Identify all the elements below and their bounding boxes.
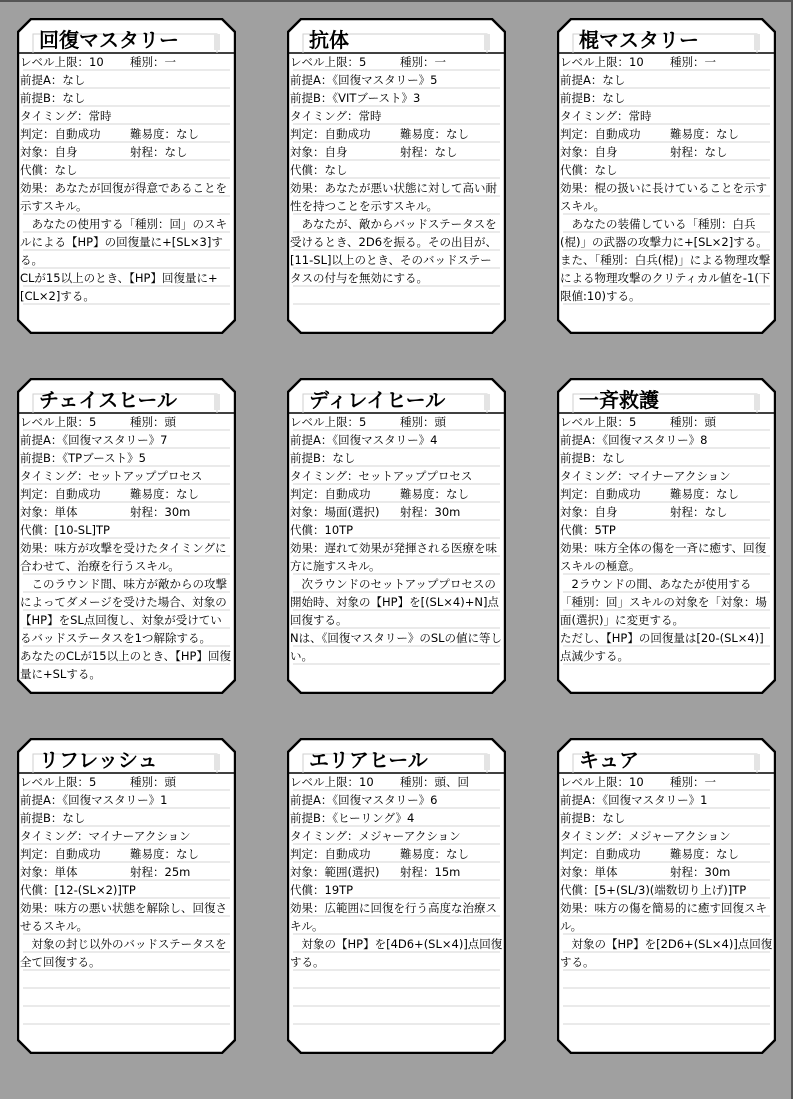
skill-kind: 種別：頭 <box>130 775 176 789</box>
target: 対象：場面(選択) <box>290 505 380 519</box>
skill-effect-text: 対象の【HP】を[2D6+(SL×4)]点回復する。 <box>560 937 773 969</box>
timing: タイミング：常時 <box>20 109 112 123</box>
skill-effect-text: 効果：遅れて効果が発揮される医療を味方に施すスキル。 <box>290 541 497 573</box>
timing: タイミング：メジャーアクション <box>290 829 461 843</box>
cost: 代償：[12-(SL×2)]TP <box>20 883 136 897</box>
prerequisite-a: 前提A：《回復マスタリー》1 <box>20 793 168 807</box>
skill-card <box>557 378 776 694</box>
skill-effect-text: 対象の封じ以外のバッドステータスを全て回復する。 <box>20 937 227 969</box>
difficulty: 難易度：なし <box>670 127 739 141</box>
cost: 代償：なし <box>560 163 618 177</box>
cost: 代償：なし <box>20 163 78 177</box>
skill-title: リフレッシュ <box>39 748 158 772</box>
difficulty: 難易度：なし <box>670 487 739 501</box>
prerequisite-a: 前提A：《回復マスタリー》4 <box>290 433 438 447</box>
skill-title: キュア <box>579 748 639 772</box>
prerequisite-b: 前提B：《VITブースト》3 <box>290 91 421 105</box>
level-limit: レベル上限：10 <box>290 775 374 789</box>
page-top-edge <box>0 0 793 2</box>
judgement: 判定：自動成功 <box>560 487 641 501</box>
prerequisite-b: 前提B：なし <box>560 91 626 105</box>
skill-effect-text: 対象の【HP】を[4D6+(SL×4)]点回復する。 <box>290 937 503 969</box>
prerequisite-b: 前提B：なし <box>20 811 86 825</box>
cost: 代償：なし <box>290 163 348 177</box>
skill-title: 回復マスタリー <box>39 28 179 52</box>
timing: タイミング：マイナーアクション <box>20 829 191 843</box>
level-limit: レベル上限：5 <box>560 415 637 429</box>
level-limit: レベル上限：10 <box>20 55 104 69</box>
range: 射程：30m <box>130 505 191 519</box>
skill-effect-text: 効果：あなたが悪い状態に対して高い耐性を持つことを示すスキル。 <box>290 181 497 213</box>
timing: タイミング：セットアッププロセス <box>20 469 203 483</box>
skill-kind: 種別：一 <box>400 55 446 69</box>
skill-title: チェイスヒール <box>39 388 177 412</box>
skill-description <box>290 179 503 287</box>
prerequisite-b: 前提B：《ヒーリング》4 <box>290 811 415 825</box>
skill-kind: 種別：頭 <box>670 415 716 429</box>
cost: 代償：[10-SL]TP <box>20 523 110 537</box>
prerequisite-a: 前提A：《回復マスタリー》7 <box>20 433 168 447</box>
skill-kind: 種別：頭 <box>130 415 176 429</box>
difficulty: 難易度：なし <box>400 847 469 861</box>
judgement: 判定：自動成功 <box>20 847 101 861</box>
difficulty: 難易度：なし <box>400 127 469 141</box>
skill-effect-text: あなたの使用する「種別：回」のスキルによる【HP】の回復量に+[SL×3]する。 <box>20 217 227 267</box>
skill-card <box>17 738 236 1054</box>
skill-description <box>20 899 233 971</box>
skill-kind: 種別：頭 <box>400 415 446 429</box>
timing: タイミング：常時 <box>290 109 382 123</box>
prerequisite-b: 前提B：なし <box>290 451 356 465</box>
level-limit: レベル上限：5 <box>290 415 367 429</box>
level-limit: レベル上限：5 <box>20 415 97 429</box>
skill-effect-text: 次ラウンドのセットアッププロセスの開始時、対象の【HP】を[(SL×4)+N]点回復する。 <box>290 577 499 627</box>
prerequisite-b: 前提B：なし <box>560 811 626 825</box>
skill-kind: 種別：一 <box>670 55 716 69</box>
skill-description <box>560 179 773 305</box>
skill-effect-text: 効果：棍の扱いに長けていることを示すスキル。 <box>560 181 767 213</box>
skill-card <box>287 738 506 1054</box>
skill-effect-text: あなたの装備している「種別：白兵(棍)」の武器の攻撃力に+[SL×2]する。また、「種別：白兵(棍)」による物理攻撃による物理攻撃のクリティカル値を-1(下限値:10)する。 <box>560 217 771 303</box>
range: 射程：なし <box>130 145 188 159</box>
difficulty: 難易度：なし <box>670 847 739 861</box>
skill-effect-text: 効果：広範囲に回復を行う高度な治療スキル。 <box>290 901 497 933</box>
level-limit: レベル上限：5 <box>290 55 367 69</box>
level-limit: レベル上限：5 <box>20 775 97 789</box>
target: 対象：範囲(選択) <box>290 865 380 879</box>
skill-description <box>290 899 503 971</box>
difficulty: 難易度：なし <box>400 487 469 501</box>
judgement: 判定：自動成功 <box>20 127 101 141</box>
range: 射程：なし <box>670 505 728 519</box>
range: 射程：30m <box>400 505 461 519</box>
skill-effect-text: 2ラウンドの間、あなたが使用する「種別：回」スキルの対象を「対象：場面(選択)」に変更する。 <box>560 577 767 627</box>
skill-description <box>560 539 773 665</box>
timing: タイミング：メジャーアクション <box>560 829 731 843</box>
cost: 代償：5TP <box>560 523 616 537</box>
prerequisite-b: 前提B：なし <box>20 91 86 105</box>
skill-card <box>17 378 236 694</box>
target: 対象：自身 <box>290 145 348 159</box>
prerequisite-a: 前提A：なし <box>20 73 86 87</box>
level-limit: レベル上限：10 <box>560 55 644 69</box>
target: 対象：自身 <box>20 145 78 159</box>
skill-effect-text: 効果：味方の傷を簡易的に癒す回復スキル。 <box>560 901 767 933</box>
range: 射程：25m <box>130 865 191 879</box>
difficulty: 難易度：なし <box>130 487 199 501</box>
target: 対象：自身 <box>560 505 618 519</box>
prerequisite-a: 前提A：《回復マスタリー》8 <box>560 433 708 447</box>
skill-description <box>560 899 773 971</box>
cost: 代償：[5+(SL/3)(端数切り上げ)]TP <box>560 883 747 897</box>
skill-description <box>20 179 233 305</box>
skill-title: エリアヒール <box>309 748 428 772</box>
skill-effect-text: 効果：味方の悪い状態を解除し、回復させるスキル。 <box>20 901 227 933</box>
skill-effect-text: CLが15以上のとき、【HP】回復量に+[CL×2]する。 <box>20 271 218 303</box>
prerequisite-b: 前提B：《TPブースト》5 <box>20 451 146 465</box>
difficulty: 難易度：なし <box>130 847 199 861</box>
judgement: 判定：自動成功 <box>20 487 101 501</box>
timing: タイミング：セットアッププロセス <box>290 469 473 483</box>
skill-card <box>557 18 776 334</box>
judgement: 判定：自動成功 <box>560 847 641 861</box>
difficulty: 難易度：なし <box>130 127 199 141</box>
skill-card <box>557 738 776 1054</box>
cost: 代償：10TP <box>290 523 354 537</box>
skill-kind: 種別：一 <box>130 55 176 69</box>
judgement: 判定：自動成功 <box>290 127 371 141</box>
range: 射程：なし <box>670 145 728 159</box>
skill-effect-text: 効果：味方が攻撃を受けたタイミングに合わせて、治療を行うスキル。 <box>20 541 227 573</box>
target: 対象：単体 <box>560 865 618 879</box>
skill-description <box>20 539 233 683</box>
prerequisite-a: 前提A：《回復マスタリー》1 <box>560 793 708 807</box>
range: 射程：30m <box>670 865 731 879</box>
timing: タイミング：マイナーアクション <box>560 469 731 483</box>
prerequisite-b: 前提B：なし <box>560 451 626 465</box>
target: 対象：単体 <box>20 865 78 879</box>
skill-effect-text: 効果：味方全体の傷を一斉に癒す、回復スキルの極意。 <box>560 541 767 573</box>
judgement: 判定：自動成功 <box>560 127 641 141</box>
skill-title: ディレイヒール <box>309 388 446 412</box>
skill-effect-text: あなたが、敵からバッドステータスを受けるとき、2D6を振る。その出目が、[11-SL]以上のとき、そのバッドステータスの付与を無効にする。 <box>290 217 498 285</box>
skill-title: 一斉救護 <box>579 388 659 412</box>
cost: 代償：19TP <box>290 883 354 897</box>
prerequisite-a: 前提A：《回復マスタリー》6 <box>290 793 438 807</box>
skill-title: 棍マスタリー <box>579 28 699 52</box>
skill-kind: 種別：頭、回 <box>400 775 469 789</box>
target: 対象：自身 <box>560 145 618 159</box>
skill-effect-text: 効果：あなたが回復が得意であることを示すスキル。 <box>20 181 227 213</box>
judgement: 判定：自動成功 <box>290 487 371 501</box>
skill-effect-text: Nは、《回復マスタリー》のSLの値に等しい。 <box>290 631 503 663</box>
skill-title: 抗体 <box>309 28 349 52</box>
level-limit: レベル上限：10 <box>560 775 644 789</box>
skill-card <box>287 378 506 694</box>
skill-description <box>290 539 503 665</box>
skill-kind: 種別：一 <box>670 775 716 789</box>
target: 対象：単体 <box>20 505 78 519</box>
skill-card <box>17 18 236 334</box>
skill-effect-text: あなたのCLが15以上のとき、【HP】回復量に+SLする。 <box>20 649 231 681</box>
skill-effect-text: このラウンド間、味方が敵からの攻撃によってダメージを受けた場合、対象の【HP】をSL点回復し、対象が受けているバッドステータスを1つ解除する。 <box>20 577 227 645</box>
timing: タイミング：常時 <box>560 109 652 123</box>
judgement: 判定：自動成功 <box>290 847 371 861</box>
prerequisite-a: 前提A：なし <box>560 73 626 87</box>
skill-effect-text: ただし、【HP】の回復量は[20-(SL×4)]点減少する。 <box>560 631 764 663</box>
skill-card <box>287 18 506 334</box>
range: 射程：なし <box>400 145 458 159</box>
prerequisite-a: 前提A：《回復マスタリー》5 <box>290 73 438 87</box>
range: 射程：15m <box>400 865 461 879</box>
